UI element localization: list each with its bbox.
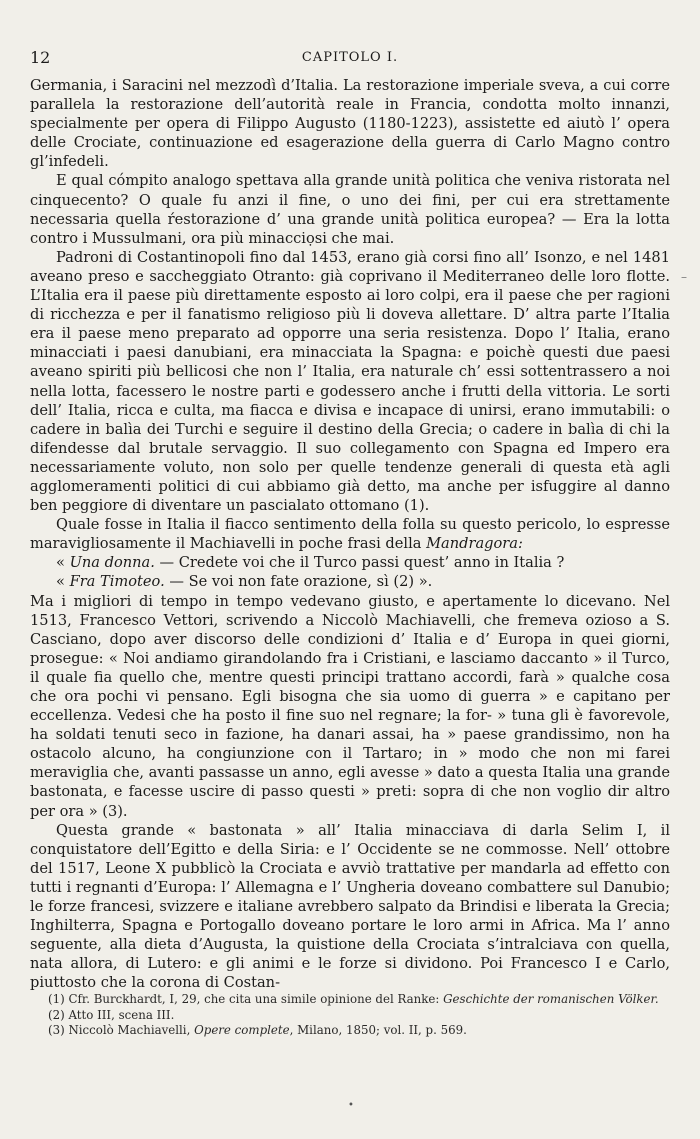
paragraph-5 — [30, 592, 670, 821]
text-run: , Milano, 1850; vol. II, p. 569. — [289, 1023, 467, 1037]
paragraph-6 — [30, 821, 670, 993]
text-run: « — [56, 554, 70, 572]
text-run: Germania, i Saracini nel mezzodì d’Italia. La restorazione imperiale sveva, a cui corre parallela la restorazione dell’autorità reale in Francia, condotta molto innanzi, specialmente per opera di Filippo Augusto (1180-1223), assistette ed aiutò l’ opera delle Crociate, continuazione ed esagerazione della guerra di Carlo Magno contro gl’infedeli. — [30, 77, 670, 171]
italic-text: Fra Timoteo. — [69, 573, 165, 591]
text-run: (3) Niccolò Machiavelli, — [48, 1023, 195, 1037]
bottom-mark: • — [348, 1100, 354, 1111]
paragraph-3 — [30, 248, 670, 515]
page-number: 12 — [30, 48, 51, 67]
text-run: (2) Atto III, scena III. — [48, 1007, 175, 1022]
italic-text: Opere complete — [194, 1023, 290, 1037]
text-run: — Credete voi che il Turco passi quest’ anno in Italia ? — [154, 554, 565, 572]
paragraph-1 — [30, 76, 670, 171]
text-run: — Se voi non fate orazione, sì (2) ». — [164, 573, 433, 591]
text-run: Questa grande « bastonata » all’ Italia minacciava di darla Selim I, il conquistatore dell’Egitto e della Siria: e l’ Occidente se ne commosse. Nell’ ottobre del 1517, Leone X pubblicò la Crociata e avviò trattative per mandarla ad effetto con tutti i regnanti d’Europa: l’ Allemagna e l’ Ungheria doveano combattere sul Danubio; le forze francesi, svizzere e italiane avrebbero salpato da Brindisi e liberata la Grecia; Inghilterra, Spagna e Portogallo doveano portare le loro armi in Africa. Ma l’ anno seguente, alla dieta d’Augusta, la quistione della Crociata s’intralciava con quella, nata allora, di Lutero: e gli animi e le forze si dividono. Poi Francesco I e Carlo, piuttosto che la corona di Costan- — [30, 821, 670, 992]
quote-line-1 — [30, 553, 670, 572]
body-text — [30, 76, 670, 993]
footnote-1 — [30, 992, 670, 1008]
text-run: (1) Cfr. Burckhardt, I, 29, che cita una simile opinione del Ranke: — [48, 992, 444, 1006]
text-run: Quale fosse in Italia il fiacco sentimento della folla su questo pericolo, lo espresse maravigliosamente il Machiavelli in poche frasi della — [30, 516, 670, 553]
margin-mark: – — [681, 270, 687, 284]
italic-text: Mandragora: — [426, 535, 523, 553]
page-header — [30, 48, 670, 70]
footnote-2 — [30, 1008, 670, 1024]
footnotes — [30, 992, 670, 1039]
text-run: Padroni di Costantinopoli fino dal 1453, erano già corsi fino all’ Isonzo, e nel 1481 aveano preso e saccheggiato Otranto: già coprivano il Mediterraneo delle loro flotte. L’Italia era il paese più direttamente esposto ai loro colpi, era il paese che per ragioni di ricchezza e per il fanatismo religioso più li doveva allettare. D’ altra parte l’Italia era il paese meno preparato ad opporre una seria resistenza. Dopo l’ Italia, erano minacciati i paesi danubiani, era minacciata la Spagna: e poichè questi due paesi aveano spiriti più bellicosi che non l’ Italia, era naturale ch’ essi sottentrassero a noi nella lotta, facessero le nostre parti e godessero anche i frutti della vittoria. Le sorti dell’ Italia, ricca e culta, ma fiacca e divisa e incapace di unirsi, erano immutabili: o cadere in balìa dei Turchi e seguire il destino della Grecia; o cadere in balìa di chi la difendesse dal brutale servaggio. Il suo collegamento con Spagna ed Impero era necessariamente voluto, non solo per quelle tendenze generali di questa età agli agglomeramenti politici di cui abbiamo già detto, ma anche per isfuggire al danno ben peggiore di diventare un pascialato ottomano (1). — [30, 248, 670, 515]
text-run: E qual cómpito analogo spettava alla grande unità politica che veniva ristorata nel cinquecento? O quale fu anzi il fine, o uno dei fini, per cui era strettamente necessaria quella ŕestorazione d’ una grande unità politica europea? — Era la lotta contro i Mussulmani, ora più minacciọsi che mai. — [30, 172, 670, 247]
running-head: CAPITOLO I. — [301, 50, 399, 65]
italic-text: Geschichte der romanischen Völker. — [443, 992, 659, 1006]
text-run: Ma i migliori di tempo in tempo vedevano giusto, e apertamente lo dicevano. Nel 1513, Francesco Vettori, scrivendo a Niccolò Machiavelli, che fremeva ozioso a S. Casciano, dopo aver discorso delle condizioni d’ Italia e d’ Europa in quei giorni, prosegue: « Noi andiamo girandolando fra i Cristiani, e lasciamo daccanto » il Turco, il quale fia quello che, mentre questi principi trattano accordi, farà » qualche cosa che ora pochi vi pensano. Egli bisogna che sia uomo di guerra » e capitano per eccellenza. Vedesi che ha posto il fine suo nel regnare; la for- » tuna gli è favorevole, ha soldati tenuti seco in fazione, ha danari assai, ha » paese grandissimo, non ha ostacolo alcuno, ha congiunzione con il Tartaro; in » modo che non mi farei meraviglia che, avanti passasse un anno, egli avesse » dato a questa Italia una grande bastonata, e facesse uscire di passo questi » preti: sopra di che non voglio dir altro per ora » (3). — [30, 592, 670, 820]
quote-line-2 — [30, 572, 670, 591]
paragraph-4 — [30, 515, 670, 553]
paragraph-2 — [30, 171, 670, 247]
footnote-3 — [30, 1023, 670, 1039]
text-run: « — [56, 573, 70, 591]
italic-text: Una donna. — [69, 554, 155, 572]
